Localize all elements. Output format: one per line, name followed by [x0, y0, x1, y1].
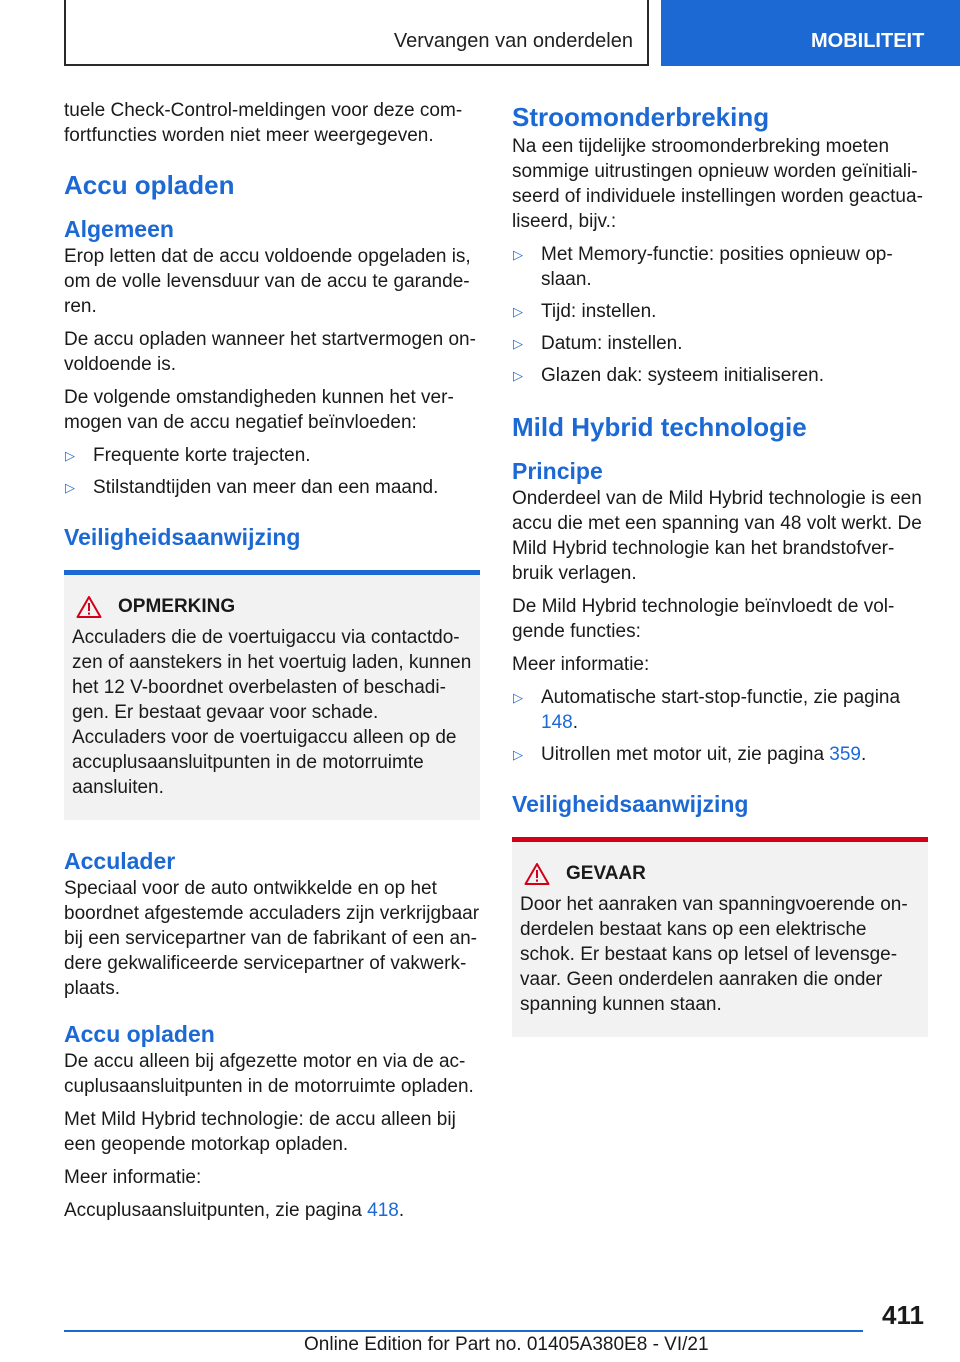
danger-label: GEVAAR [566, 863, 646, 884]
page-number: 411 [882, 1300, 924, 1330]
triangle-bullet-icon: ▷ [65, 448, 75, 463]
intro-text: tuele Check-Control-meldingen voor deze comfortfuncties worden niet meer weergegeven. [64, 100, 463, 146]
list-item: ▷ Glazen dak: systeem initialiseren. [513, 365, 825, 386]
section-tab [661, 0, 960, 66]
paragraph: De accu opladen wanneer het startvermogen onvoldoende is. [64, 329, 476, 375]
triangle-bullet-icon: ▷ [513, 247, 523, 262]
list-item: ▷ Automatische start-stop-functie, zie pagina 148. [513, 687, 901, 733]
page-title: Vervangen van onderdelen [393, 30, 633, 52]
triangle-bullet-icon: ▷ [513, 368, 523, 383]
triangle-bullet-icon: ▷ [65, 480, 75, 495]
list-item: ▷ Datum: instellen. [513, 333, 683, 354]
footer-divider [64, 1330, 863, 1332]
reference-line: Accuplusaansluitpunten, zie pagina 418. [64, 1200, 405, 1221]
heading-accu-opladen: Accu opladen [64, 170, 235, 200]
paragraph: Onderdeel van de Mild Hybrid technologie is een accu die met een spanning van 48 volt werkt. De Mild Hybrid technologie kan het brandstofverbruik verlagen. [512, 488, 922, 584]
footer-edition: Online Edition for Part no. 01405A380E8 - VI/21 [304, 1334, 709, 1355]
paragraph: De Mild Hybrid technologie beïnvloedt de volgende functies: [512, 596, 895, 642]
header-title-box [64, 0, 649, 66]
triangle-bullet-icon: ▷ [513, 336, 523, 351]
danger-box [512, 837, 928, 1037]
page-link-359[interactable]: 359 [829, 744, 861, 765]
heading-algemeen: Algemeen [64, 216, 174, 242]
right-column [512, 98, 928, 1037]
paragraph: Erop letten dat de accu voldoende opgeladen is, om de volle levensduur van de accu te garanderen. [64, 246, 471, 317]
paragraph: Meer informatie: [512, 654, 650, 675]
paragraph: Na een tijdelijke stroomonderbreking moeten sommige uitrustingen opnieuw worden geïnitialiseerd of individuele instellingen worden geactualiseerd, bijv.: [512, 136, 923, 232]
list-item: ▷ Tijd: instellen. [513, 301, 657, 322]
heading-principe: Principe [512, 458, 603, 484]
list-item: ▷ Stilstandtijden van meer dan een maand. [65, 477, 439, 498]
left-column [64, 98, 480, 1231]
bullet-list [512, 685, 928, 767]
heading-veiligheidsaanwijzing: Veiligheidsaanwijzing [64, 524, 301, 550]
page-link-418[interactable]: 418 [367, 1200, 399, 1221]
paragraph: Met Mild Hybrid technologie: de accu alleen bij een geopende motorkap opladen. [64, 1109, 456, 1155]
heading-acculader: Acculader [64, 848, 176, 874]
bullet-list [64, 443, 480, 500]
list-item: ▷ Met Memory-functie: posities opnieuw opslaan. [513, 244, 893, 290]
paragraph: De accu alleen bij afgezette motor en via de accuplusaansluitpunten in de motorruimte opladen. [64, 1051, 474, 1097]
page-link-148[interactable]: 148 [541, 712, 573, 733]
heading-veiligheidsaanwijzing-2: Veiligheidsaanwijzing [512, 791, 749, 817]
heading-stroomonderbreking: Stroomonderbreking [512, 102, 770, 132]
paragraph: De volgende omstandigheden kunnen het vermogen van de accu negatief beïnvloeden: [64, 387, 454, 433]
heading-mild-hybrid: Mild Hybrid technologie [512, 412, 807, 442]
danger-text: Door het aanraken van spanningvoerende onderdelen bestaat kans op een elektrische schok. Er bestaat kans op letsel of levensgevaar. Geen onderdelen aanraken die onder spanning kunnen staan. [520, 894, 908, 1015]
paragraph: Speciaal voor de auto ontwikkelde en op het boordnet afgestemde acculaders zijn verkrijgbaar bij een servicepartner van de fabrikant of een andere gekwalificeerde servicepartner of vakwerkplaats. [64, 878, 480, 999]
bullet-list [512, 242, 928, 388]
section-label: MOBILITEIT [811, 30, 925, 52]
list-item: ▷ Uitrollen met motor uit, zie pagina 359. [513, 744, 867, 765]
triangle-bullet-icon: ▷ [513, 747, 523, 762]
heading-accu-opladen-2: Accu opladen [64, 1021, 215, 1047]
paragraph: Meer informatie: [64, 1167, 202, 1188]
notice-text: Acculaders die de voertuigaccu via contactdozen of aanstekers in het voertuig laden, kunnen het 12 V-boordnet overbelasten of beschadigen. Er bestaat gevaar voor schade. Acculaders voor de voertuigaccu alleen op de accuplusaansluitpunten in de motorruimte aansluiten. [72, 627, 472, 798]
triangle-bullet-icon: ▷ [513, 304, 523, 319]
triangle-bullet-icon: ▷ [513, 690, 523, 705]
list-item: ▷ Frequente korte trajecten. [65, 445, 311, 466]
notice-label: OPMERKING [118, 596, 236, 617]
warning-triangle-icon [524, 862, 550, 886]
warning-triangle-icon [76, 595, 102, 619]
notice-box [64, 570, 480, 820]
